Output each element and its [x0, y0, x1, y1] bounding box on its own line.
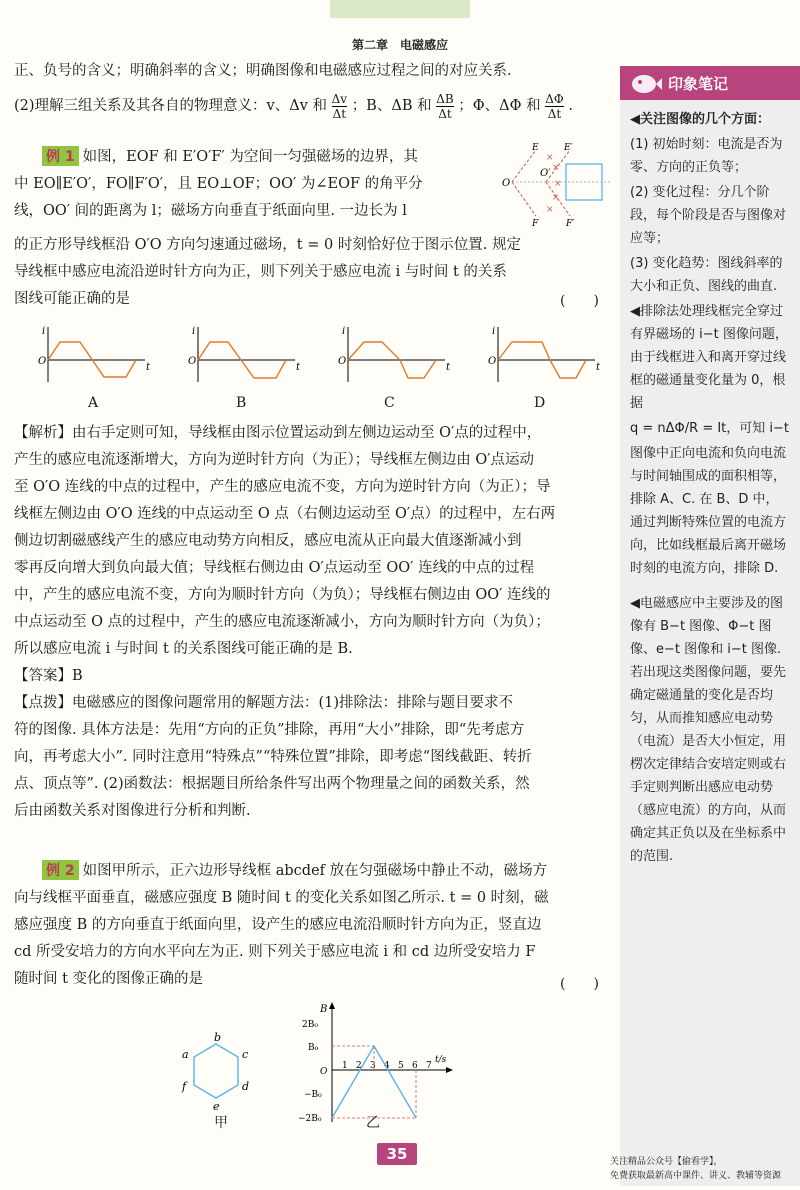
- option-b-label: B: [236, 395, 247, 411]
- option-graphs: [30, 322, 610, 414]
- tip-line: 向，再考虑大小”. 同时注意用“特殊点”“特殊位置”排除，即考虑“图线截距、转折: [14, 749, 532, 765]
- graph-a: [38, 326, 151, 382]
- example-2-label: 例 2: [42, 860, 79, 880]
- main-column: [14, 58, 614, 121]
- sidebar-notes: [620, 66, 800, 1186]
- svg-text:O: O: [338, 356, 347, 367]
- figure-yi-label: 乙: [366, 1115, 380, 1131]
- graph-d: [488, 326, 601, 382]
- svg-text:O: O: [188, 356, 197, 367]
- fish-icon: [628, 68, 662, 98]
- footer-promo: 关注精品公众号【偷看学】， 免费获取最新高中课件、讲义、教辅等资源: [610, 1157, 782, 1181]
- tip-line: 后由函数关系对图像进行分析和判断.: [14, 803, 251, 819]
- svg-text:6: 6: [412, 1061, 418, 1071]
- example-1-line: 的正方形导线框沿 O′O 方向匀速通过磁场，t = 0 时刻恰好位于图示位置. 规定: [14, 237, 522, 253]
- svg-text:i: i: [342, 326, 346, 337]
- svg-text:1: 1: [342, 1061, 348, 1071]
- sidebar-text: ◀关注图像的几个方面： (1) 初始时刻：电流是否为零、方向的正负等； (2) 变化过程：分几个阶段，每个阶段是否与图像对应等； (3) 变化趋势：图线斜率的大小和正负、图线的曲直. ◀排除法处理线框完全穿过有界磁场的 i−t 图像问题，由于线框进入和离开穿过线框的磁通量变化量为 0，根据 q = nΔΦ/R = It，可知 i−t 图像中正向电流和负向电流与时间轴围成的面积相等，排除 A、C. 在 B、D 中，通过判断特殊位置的电流方向，比如线框最后离开磁场时刻的电流方向，排除 D. ◀电磁感应中主要涉及的图像有 B−t 图像、Φ−t 图像、e−t 图像和 i−t 图像. 若出现这类图像问题，要先确定磁通量的变化是否均匀，从而推知感应电动势（电流）是否大小恒定，用楞次定律结合安培定则或右手定则判断出感应电动势（感应电流）的方向，从而确定其正负以及在坐标系中的范围.: [630, 112, 790, 864]
- svg-text:d: d: [242, 1080, 250, 1093]
- svg-text:3: 3: [370, 1061, 376, 1071]
- example-1-line: 图线可能正确的是: [14, 291, 130, 307]
- header-band: [330, 0, 470, 18]
- svg-text:i: i: [42, 326, 46, 337]
- tip-line: 点、顶点等”. (2)函数法：根据题目所给条件写出两个物理量之间的函数关系，然: [14, 776, 530, 792]
- svg-text:E: E: [532, 143, 539, 153]
- intro-line-2: (2)理解三组关系及其各自的物理意义：v、Δv 和 $\frac{\Delta v}{\Delta t}$ ；B、ΔB 和 $\frac{\Delta B}{\Delta t}$ ；Φ、ΔΦ 和 $\frac{\Delta\Phi}{\Delta t}$ .: [14, 91, 573, 121]
- option-d-label: D: [534, 395, 546, 411]
- answer-bracket: ( ): [560, 293, 599, 309]
- svg-text:B₀: B₀: [308, 1043, 319, 1053]
- intro-text: (2)理解三组关系及其各自的物理意义：v、Δv 和: [14, 98, 328, 114]
- sidebar-header: [620, 66, 800, 100]
- tip-line: 符的图像. 具体方法是：先用“方向的正负”排除，再用“大小”排除，即“先考虑方: [14, 722, 525, 738]
- svg-text:t: t: [446, 362, 451, 373]
- b-t-graph: [290, 1000, 460, 1125]
- svg-text:4: 4: [384, 1061, 390, 1071]
- svg-text:F: F: [532, 219, 539, 229]
- option-a-label: A: [88, 395, 99, 411]
- svg-text:a: a: [182, 1048, 189, 1061]
- svg-text:2B₀: 2B₀: [302, 1020, 318, 1030]
- svg-text:B: B: [320, 1004, 328, 1015]
- graph-c: [338, 326, 451, 382]
- svg-text:2: 2: [356, 1061, 362, 1071]
- svg-text:7: 7: [426, 1061, 432, 1071]
- svg-text:×: ×: [546, 153, 554, 163]
- svg-text:t: t: [596, 362, 601, 373]
- sidebar-heading: ◀关注图像的几个方面：: [630, 112, 770, 127]
- page-number: 35: [377, 1143, 417, 1165]
- example-1-line: 中 EO∥E′O′，FO∥F′O′，且 EO⊥OF；OO′ 为∠EOF 的角平分: [14, 176, 423, 192]
- svg-text:×: ×: [552, 193, 560, 203]
- analysis-block: 【解析】由右手定则可知，导线框由图示位置运动到左侧边运动至 O′点的过程中， 产生的感应电流逐渐增大，方向为逆时针方向（为正）；导线框左侧边由 O′点运动 至 O′O 连线的中点的过程中，产生的感应电流不变，方向为逆时针方向（为正）；导 线框左侧边由 O′O 连线的中点运动至 O 点（右侧边运动至 O′点）的过程中，左右两 侧边切割磁感线产生的感应电动势方向相反，感应电流从正向最大值逐渐减小到 零再反向增大到负向最大值；导线框右侧边由 O′点运动至 OO′ 连线的中点的过程 中，产生的感应电流不变，方向为顺时针方向（为负）；导线框右侧边由 OO′ 连线的 中点运动至 O 点的过程中，产生的感应电流逐渐减小，方向为顺时针方向（为负）； 所以感应电流 i 与时间 t 的关系图线可能正确的是 B. 【答案】B 【点拨】电磁感应的图像问题常用的解题方法：(1)排除法：排除与题目要求不 符的图像. 具体方法是：先用“方向的正负”排除，再用“大小”排除，即“先考虑方 向，再考虑大小”. 同时注意用“特殊点”“特殊位置”排除，即考虑“图线截距、转折 点、顶点等”. (2)函数法：根据题目所给条件写出两个物理量之间的函数关系，然 后由函数关系对图像进行分析和判断.: [14, 420, 614, 825]
- svg-text:b: b: [214, 1031, 222, 1044]
- svg-text:c: c: [242, 1048, 249, 1061]
- svg-text:O: O: [502, 178, 511, 189]
- svg-text:−2B₀: −2B₀: [298, 1114, 322, 1124]
- example-1: 例 1 如图，EOF 和 E′O′F′ 为空间一匀强磁场的边界，其: [42, 144, 492, 171]
- tip-line: 【点拨】电磁感应的图像问题常用的解题方法：(1)排除法：排除与题目要求不: [14, 695, 514, 711]
- example-2: 例 2 如图甲所示，正六边形导线框 abcdef 放在匀强磁场中静止不动，磁场方 向与线框平面垂直，磁感应强度 B 随时间 t 的变化关系如图乙所示. t = 0 时刻，磁 感应强度 B 的方向垂直于纸面向里，设产生的感应电流沿顺时针方向为正，竖直边 cd 所受安培力的方向水平向左为正. 则下列关于感应电流 i 和 cd 边所受安培力 F 随时间 t 变化的图像正确的是: [14, 858, 614, 993]
- svg-text:f: f: [182, 1080, 187, 1093]
- svg-text:×: ×: [546, 205, 554, 215]
- chapter-title: 第二章 电磁感应: [351, 38, 448, 52]
- option-c-label: C: [384, 395, 395, 411]
- graph-b: [188, 326, 301, 382]
- svg-text:t: t: [296, 362, 301, 373]
- intro-text: ；Φ、ΔΦ 和: [458, 98, 541, 114]
- svg-text:e: e: [213, 1100, 220, 1113]
- svg-text:i: i: [492, 326, 496, 337]
- sidebar-title: 印象笔记: [668, 75, 729, 93]
- intro-line-1: 正、负号的含义；明确斜率的含义；明确图像和电磁感应过程之间的对应关系.: [14, 63, 512, 79]
- answer: 【答案】B: [14, 668, 83, 684]
- svg-text:5: 5: [398, 1061, 404, 1071]
- hexagon-figure: [170, 1030, 270, 1120]
- page-header: [0, 0, 800, 36]
- svg-text:E′: E′: [564, 143, 573, 153]
- example-1-label: 例 1: [42, 146, 79, 166]
- svg-text:O: O: [320, 1067, 328, 1077]
- svg-text:×: ×: [554, 179, 562, 189]
- fraction: $\frac{\Delta v}{\Delta t}$: [331, 91, 348, 121]
- intro-text: ；B、ΔB 和: [351, 98, 432, 114]
- svg-text:t: t: [146, 362, 151, 373]
- svg-text:O: O: [38, 356, 47, 367]
- svg-text:×: ×: [552, 163, 560, 173]
- example-1-line: 线，OO′ 间的距离为 l；磁场方向垂直于纸面向里. 一边长为 l: [14, 203, 407, 219]
- svg-text:O′: O′: [540, 168, 551, 179]
- svg-text:i: i: [192, 326, 196, 337]
- magnetic-field-figure: [500, 140, 618, 230]
- fraction: $\frac{\Delta\Phi}{\Delta t}$: [545, 91, 564, 121]
- svg-text:O: O: [488, 356, 497, 367]
- svg-text:t/s: t/s: [435, 1055, 447, 1065]
- figure-jia-label: 甲: [214, 1115, 228, 1131]
- fraction: $\frac{\Delta B}{\Delta t}$: [436, 91, 454, 121]
- svg-text:−B₀: −B₀: [304, 1090, 322, 1100]
- svg-text:F′: F′: [566, 219, 575, 229]
- example-1-line: 导线框中感应电流沿逆时针方向为正，则下列关于感应电流 i 与时间 t 的关系: [14, 264, 507, 280]
- answer-bracket-2: ( ): [560, 976, 599, 992]
